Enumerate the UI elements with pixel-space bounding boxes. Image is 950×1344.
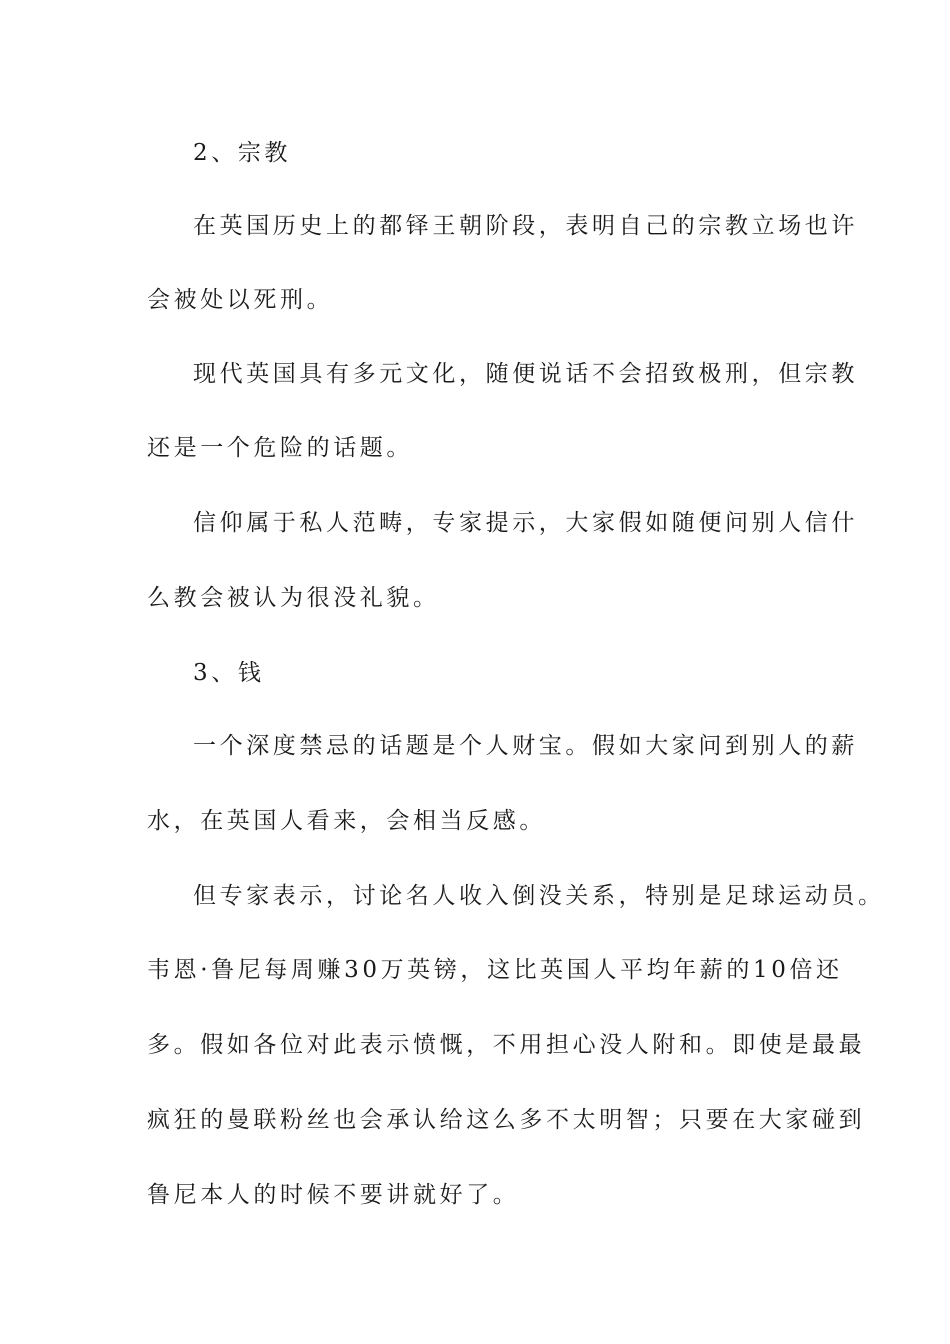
paragraph-line: 么教会被认为很没礼貌。 bbox=[147, 585, 440, 611]
paragraph-line: 韦恩·鲁尼每周赚30万英镑，这比英国人平均年薪的10倍还 bbox=[147, 957, 843, 983]
paragraph-line: 鲁尼本人的时候不要讲就好了。 bbox=[147, 1182, 520, 1208]
paragraph-line: 会被处以死刑。 bbox=[147, 287, 334, 313]
paragraph-line: 水，在英国人看来，会相当反感。 bbox=[147, 808, 546, 834]
paragraph-line: 还是一个危险的话题。 bbox=[147, 435, 413, 461]
section-heading-money: 3、钱 bbox=[193, 660, 265, 686]
section-heading-religion: 2、宗教 bbox=[193, 140, 292, 166]
paragraph-line: 现代英国具有多元文化，随便说话不会招致极刑，但宗教 bbox=[193, 361, 858, 387]
paragraph-line: 多。假如各位对此表示愤慨，不用担心没人附和。即使是最最 bbox=[147, 1032, 866, 1058]
paragraph-line: 信仰属于私人范畴，专家提示，大家假如随便问别人信什 bbox=[193, 510, 858, 536]
paragraph-line: 一个深度禁忌的话题是个人财宝。假如大家问到别人的薪 bbox=[193, 733, 858, 759]
paragraph-line: 在英国历史上的都铎王朝阶段，表明自己的宗教立场也许 bbox=[193, 213, 858, 239]
paragraph-line: 疯狂的曼联粉丝也会承认给这么多不太明智；只要在大家碰到 bbox=[147, 1107, 866, 1133]
paragraph-line: 但专家表示，讨论名人收入倒没关系，特别是足球运动员。 bbox=[193, 883, 885, 909]
